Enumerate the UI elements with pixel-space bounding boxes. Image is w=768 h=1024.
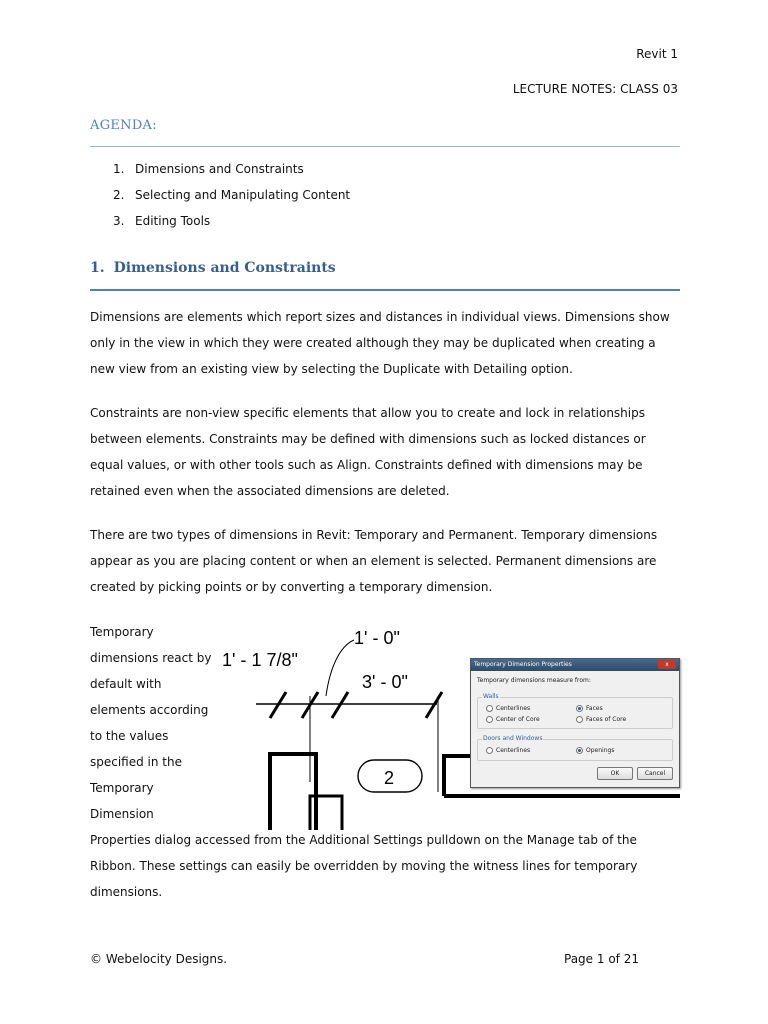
wall-outline (444, 756, 470, 796)
radio-label: Faces of Core (586, 716, 627, 723)
paragraph-constraints: Constraints are non-view specific elements that allow you to create and lock in relationships between elements. Constraints may be defined with dimensions such as locked distances or equal values, or with other tools such as Align. Constraints defined with dimensions may be retained even when the associated dimensions are deleted. (90, 406, 646, 498)
radio-label: Faces (586, 705, 603, 712)
dimension-tick (332, 692, 348, 718)
list-item-number: 1. (113, 162, 125, 176)
walls-centerlines-radio[interactable] (486, 705, 530, 712)
paragraph-temporary-continued: Properties dialog accessed from the Additional Settings pulldown on the Manage tab of the Ribbon. These settings can easily be overridden by moving the witness lines for temporary dimensions. (90, 833, 638, 899)
radio-icon (486, 716, 493, 723)
header-subtitle: LECTURE NOTES: CLASS 03 (512, 82, 678, 96)
temporary-dimension-dialog (470, 658, 680, 788)
section-title (90, 260, 336, 276)
radio-icon (486, 747, 493, 754)
radio-label: Openings (586, 747, 615, 754)
list-item-label: Editing Tools (135, 214, 211, 228)
tag-number: 2 (384, 768, 395, 788)
radio-label: Centerlines (496, 705, 531, 712)
dialog-note: Temporary dimensions measure from: (477, 677, 591, 684)
walls-center-of-core-radio[interactable] (486, 716, 540, 723)
list-item (113, 214, 350, 240)
list-item (113, 162, 350, 188)
agenda-heading: AGENDA: (90, 118, 157, 133)
list-item-number: 2. (113, 188, 125, 202)
radio-label: Center of Core (496, 716, 540, 723)
walls-group-label: Walls (483, 693, 499, 700)
list-item-number: 3. (113, 214, 125, 228)
radio-selected-icon (576, 705, 583, 712)
radio-icon (576, 716, 583, 723)
paragraph-types: There are two types of dimensions in Revit: Temporary and Permanent. Temporary dimensions appear as you are placing content or when an element is selected. Permanent dimensions are created by picking points or by converting a temporary dimension. (90, 528, 658, 594)
list-item-label: Dimensions and Constraints (135, 162, 304, 176)
section-title-text: Dimensions and Constraints (113, 260, 336, 276)
dialog-titlebar (471, 659, 679, 671)
dimension-tick (426, 692, 442, 718)
dialog-title: Temporary Dimension Properties (474, 661, 572, 668)
doors-openings-radio[interactable] (576, 747, 614, 754)
section-number: 1. (90, 260, 105, 276)
radio-icon (486, 705, 493, 712)
walls-faces-of-core-radio[interactable] (576, 716, 626, 723)
footer-copyright: © Webelocity Designs. (90, 952, 228, 966)
close-icon[interactable]: x (658, 660, 676, 669)
header-course: Revit 1 (636, 47, 678, 61)
dim-label-a: 1' - 1 7/8" (222, 650, 298, 670)
agenda-list (113, 162, 350, 240)
leader-line (326, 640, 354, 696)
walls-faces-radio[interactable] (576, 705, 603, 712)
dim-label-b: 1' - 0" (354, 628, 400, 648)
paragraph-temporary-wrap: Temporary dimensions react by default with elements according to the values specified in the Temporary Dimension (90, 625, 212, 821)
list-item-label: Selecting and Manipulating Content (135, 188, 351, 202)
doors-windows-group (477, 735, 673, 761)
doors-centerlines-radio[interactable] (486, 747, 530, 754)
paragraph-dimensions: Dimensions are elements which report sizes and distances in individual views. Dimensions show only in the view in which they were created although they may be duplicated when creating a new view from an existing view by selecting the Duplicate with Detailing option. (90, 310, 670, 376)
dim-label-c: 3' - 0" (362, 672, 408, 692)
cancel-button[interactable]: Cancel (637, 767, 673, 780)
dimension-tick (270, 692, 286, 718)
radio-label: Centerlines (496, 747, 531, 754)
list-item (113, 188, 350, 214)
section-divider (90, 289, 680, 291)
walls-group (477, 693, 673, 729)
footer-page-number: Page 1 of 21 (564, 952, 639, 966)
radio-selected-icon (576, 747, 583, 754)
ok-button[interactable]: OK (597, 767, 633, 780)
doors-windows-group-label: Doors and Windows (483, 735, 543, 742)
agenda-divider (90, 146, 680, 147)
